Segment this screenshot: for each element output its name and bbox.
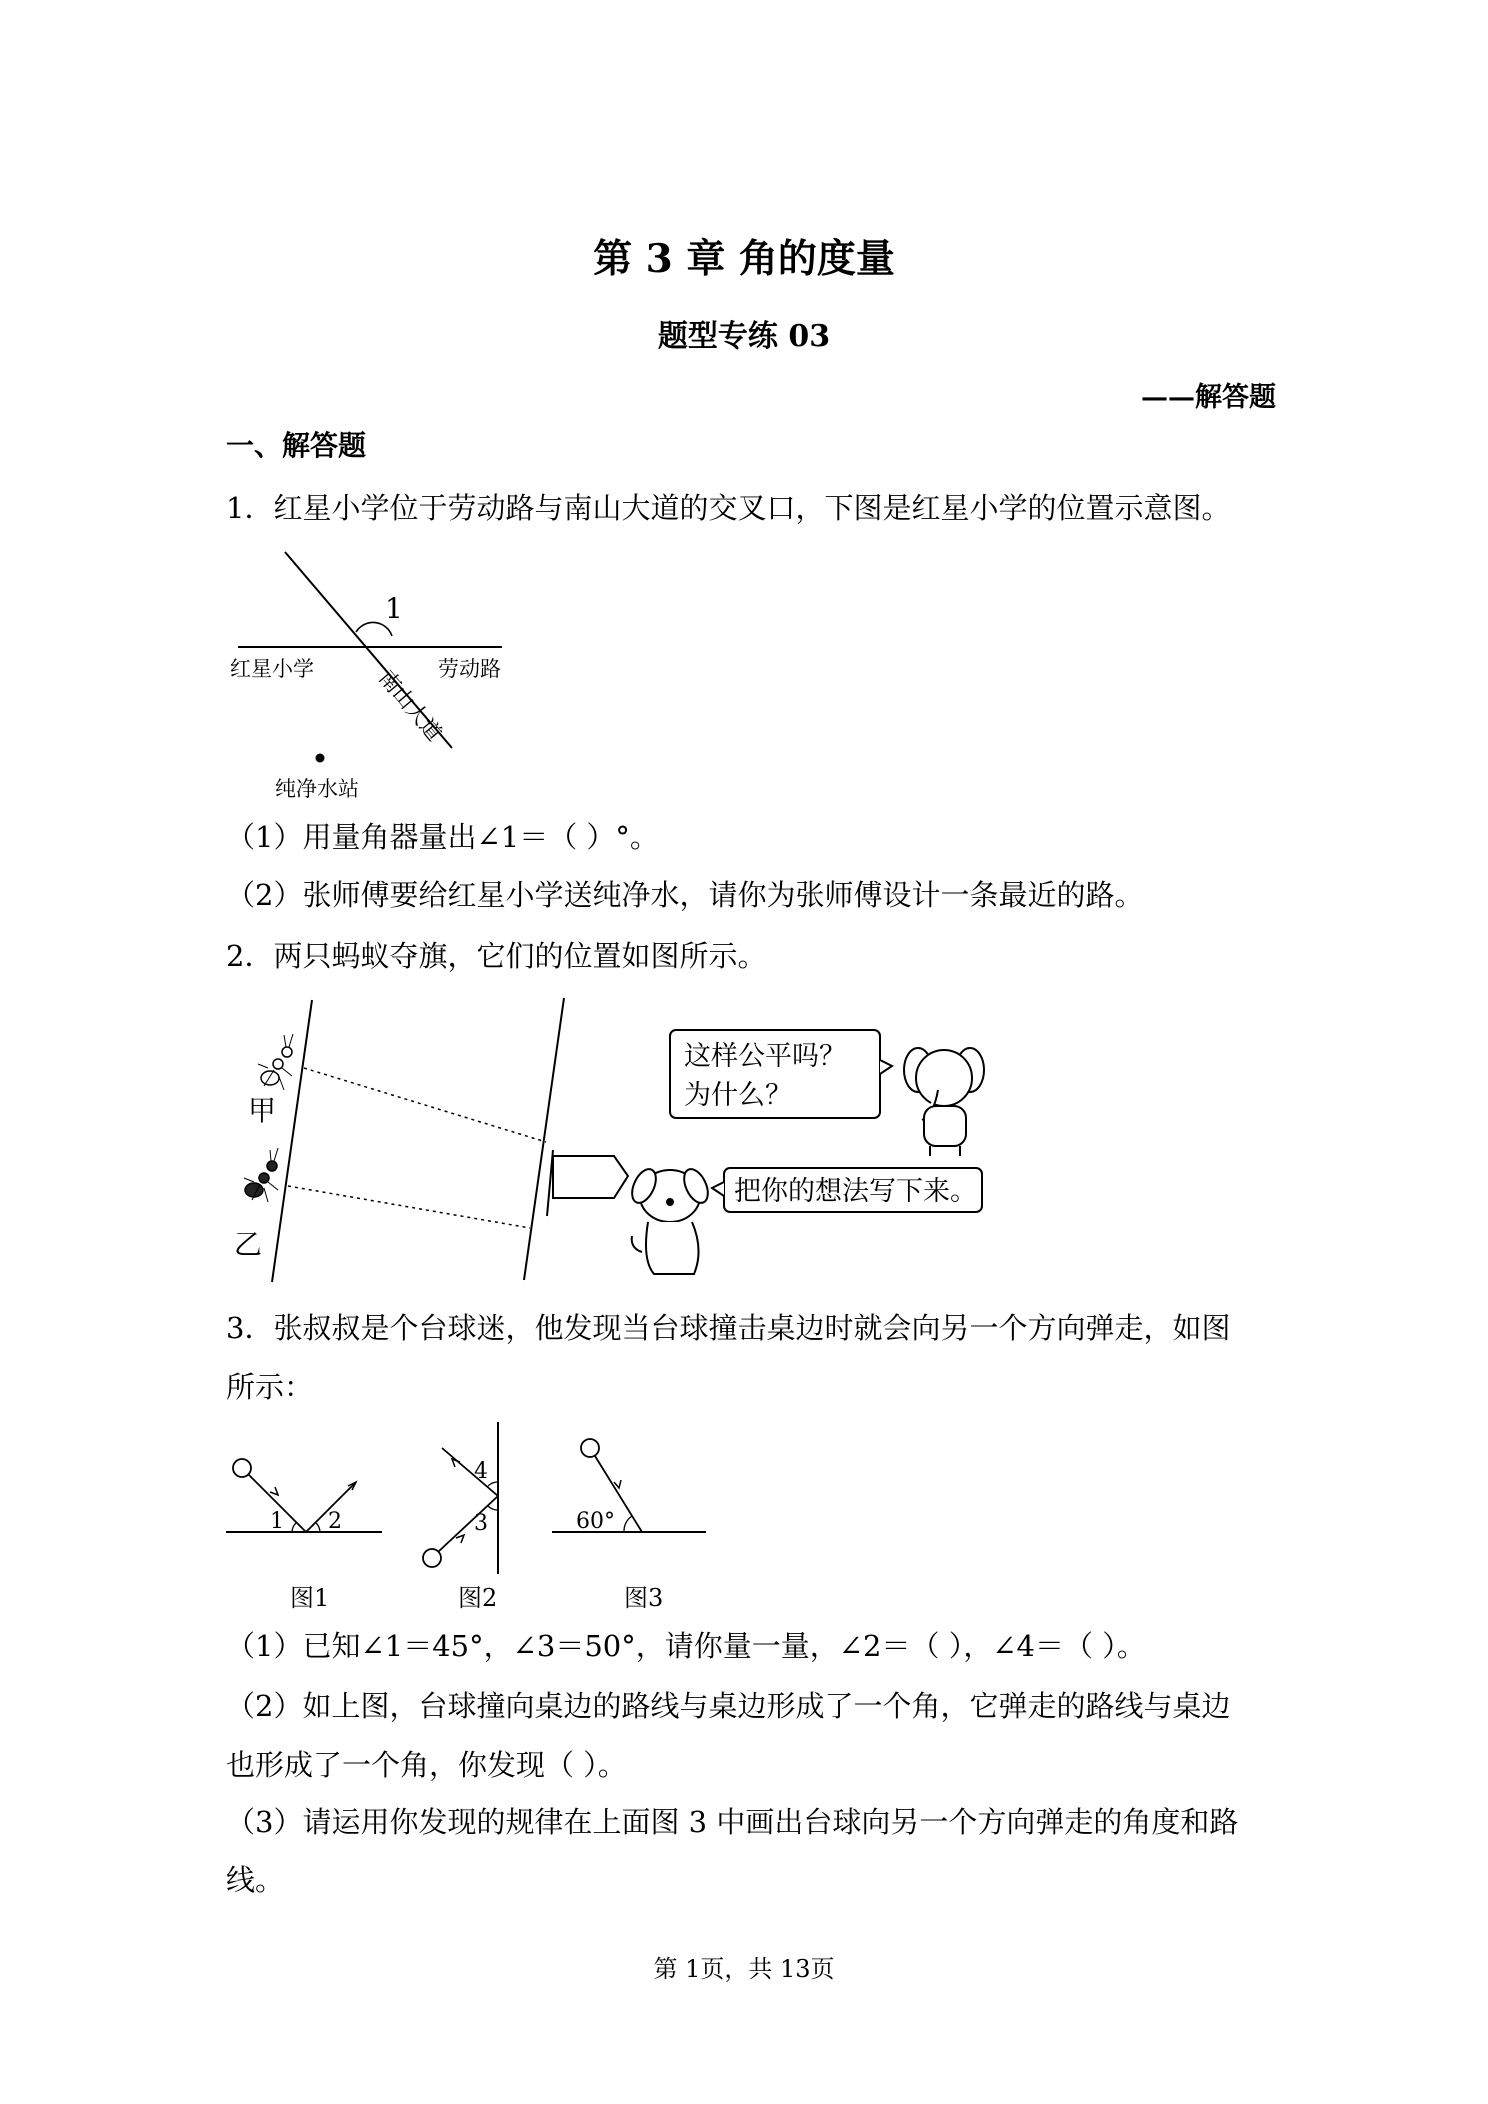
fig2-caption: 图2 [458, 1584, 498, 1612]
ant-a-path [304, 1068, 546, 1142]
q2-figure [230, 990, 1030, 1290]
fig2-angle-3: 3 [474, 1511, 488, 1536]
fig1-angle-1: 1 [270, 1509, 284, 1534]
question-3-part-3-line-2: 线。 [226, 1863, 285, 1897]
question-1-part-1: （1）用量角器量出∠1＝（ ）°。 [226, 820, 659, 854]
water-station-dot [316, 754, 325, 763]
bubble-1-line-2: 为什么？ [684, 1080, 792, 1111]
q3-figure [220, 1410, 740, 1620]
fig3-ball [581, 1439, 599, 1457]
water-station-label: 纯净水站 [275, 777, 359, 800]
flag-icon [553, 1156, 628, 1198]
fig3-caption: 图3 [624, 1584, 664, 1612]
fig1-caption: 图1 [290, 1584, 330, 1612]
school-label: 红星小学 [230, 657, 314, 681]
page-title: 第 3 章 角的度量 [593, 236, 895, 282]
ant-b-path [288, 1186, 530, 1228]
nanshan-avenue-label: 南山大道 [374, 665, 447, 746]
bubble-1-line-1: 这样公平吗？ [684, 1041, 846, 1072]
left-line [272, 1000, 312, 1282]
question-2-stem: 2．两只蚂蚁夺旗，它们的位置如图所示。 [226, 939, 767, 973]
ant-b-icon [244, 1148, 278, 1202]
fig1-angle-2: 2 [328, 1509, 342, 1534]
elephant-icon [904, 1048, 984, 1156]
page-number: 第 1页，共 13页 [653, 1955, 835, 1983]
fig3-angle-label: 60° [576, 1509, 615, 1534]
bubble-2-text: 把你的想法写下来。 [734, 1176, 977, 1207]
ant-b-label: 乙 [234, 1228, 263, 1261]
page-subtitle: 题型专练 03 [657, 319, 831, 354]
question-3-part-3-line-1: （3）请运用你发现的规律在上面图 3 中画出台球向另一个方向弹走的角度和路 [226, 1805, 1239, 1839]
question-3-stem-line-1: 3．张叔叔是个台球迷，他发现当台球撞击桌边时就会向另一个方向弹走，如图 [226, 1311, 1231, 1345]
ant-a-label: 甲 [248, 1094, 277, 1127]
q1-figure [220, 540, 540, 800]
question-3-part-2-line-2: 也形成了一个角，你发现（ ）。 [226, 1748, 627, 1782]
question-1-part-2: （2）张师傅要给红星小学送纯净水，请你为张师傅设计一条最近的路。 [226, 878, 1144, 912]
right-line [524, 998, 564, 1280]
labor-road-label: 劳动路 [438, 657, 501, 681]
section-heading: 一、解答题 [226, 429, 367, 462]
ant-a-icon [258, 1034, 293, 1090]
puppy-icon [627, 1165, 712, 1274]
question-type-label: ——解答题 [1141, 382, 1276, 413]
question-3-stem-line-2: 所示： [226, 1370, 314, 1404]
angle-1-label: 1 [385, 592, 403, 625]
fig2-angle-4: 4 [474, 1459, 488, 1484]
question-3-part-1: （1）已知∠1＝45°，∠3＝50°，请你量一量，∠2＝（ ），∠4＝（ ）。 [226, 1629, 1146, 1663]
question-1-stem: 1．红星小学位于劳动路与南山大道的交叉口，下图是红星小学的位置示意图。 [226, 491, 1231, 525]
question-3-part-2-line-1: （2）如上图，台球撞向桌边的路线与桌边形成了一个角，它弹走的路线与桌边 [226, 1689, 1231, 1723]
